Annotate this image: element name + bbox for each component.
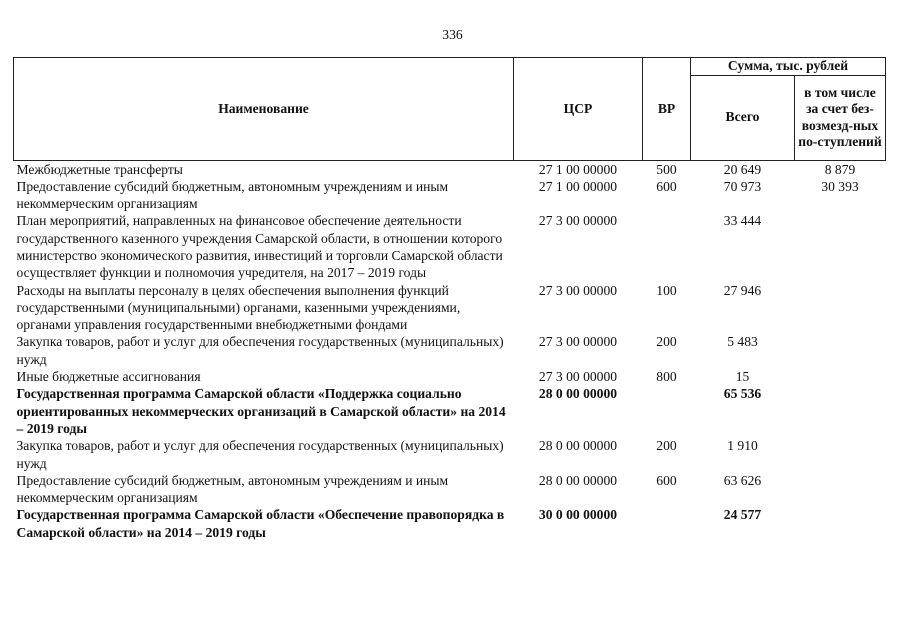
header-grants: в том числе за счет без-возмезд-ных по-ступлений [795,75,886,160]
budget-table [13,57,886,541]
table-row [14,385,886,437]
row-total: 63 626 [723,472,762,488]
row-name: Государственная программа Самарской области «Обеспечение правопорядка в Самарской области» на 2014 – 2019 годы [16,507,505,540]
row-grants [795,385,886,437]
page-number: 336 [442,27,463,42]
row-total: 27 946 [723,282,762,298]
row-vr: 200 [656,334,677,350]
row-csr: 27 1 00 00000 [538,178,618,194]
header-name: Наименование [14,58,514,161]
header-sum: Сумма, тыс. рублей [691,58,886,76]
row-total: 24 577 [723,507,762,523]
row-csr: 30 0 00 00000 [538,507,618,523]
table-body [14,160,886,541]
row-grants [795,212,886,281]
row-name: Межбюджетные трансферты [14,160,514,178]
row-grants [795,472,886,507]
table-row [14,437,886,472]
row-total: 15 [735,369,750,385]
row-csr: 27 3 00 00000 [538,282,618,298]
row-csr: 28 0 00 00000 [538,438,618,454]
header-vr: ВР [643,58,691,161]
row-csr: 27 3 00 00000 [538,213,618,229]
table-header [14,58,886,161]
row-name: Иные бюджетные ассигнования [16,369,201,385]
row-csr: 27 1 00 00000 [514,160,643,178]
row-name: Расходы на выплаты персоналу в целях обеспечения выполнения функций государственными (муниципальными) органами, казенными учреждениями, органами управления государственными внебюджетными фондами [16,282,461,333]
table-row [14,368,886,385]
row-grants: 8 879 [795,160,886,178]
table-row [14,212,886,281]
row-csr: 27 3 00 00000 [538,369,618,385]
row-total: 5 483 [727,334,758,350]
row-total: 20 649 [691,160,795,178]
row-name: Государственная программа Самарской области «Поддержка социально ориентированных некоммерческих организаций в Самарской области» на 2014 – 2019 годы [16,386,506,436]
row-csr: 28 0 00 00000 [538,472,618,488]
row-grants [795,333,886,368]
row-name: Предоставление субсидий бюджетным, автономным учреждениям и иным некоммерческим организациям [16,178,449,212]
row-name: Закупка товаров, работ и услуг для обеспечения государственных (муниципальных) нужд [16,334,504,367]
row-vr [643,385,691,437]
row-vr [643,212,691,281]
row-vr: 600 [656,472,677,488]
row-total: 65 536 [723,386,762,402]
row-grants [795,282,886,334]
table-row [14,506,886,541]
table-row [14,333,886,368]
row-grants [795,437,886,472]
row-name: Закупка товаров, работ и услуг для обеспечения государственных (муниципальных) нужд [16,438,504,471]
row-vr: 100 [656,282,677,298]
row-grants [795,368,886,385]
table-row [14,178,886,213]
row-vr: 800 [656,369,677,385]
row-vr: 500 [643,160,691,178]
row-vr [643,506,691,541]
row-name: Предоставление субсидий бюджетным, автономным учреждениям и иным некоммерческим организациям [16,472,449,506]
table-row [14,160,886,178]
header-total: Всего [691,75,795,160]
row-grants: 30 393 [821,178,859,194]
row-total: 1 910 [727,438,758,454]
row-vr: 200 [656,438,677,454]
row-csr: 28 0 00 00000 [538,386,618,402]
table-row [14,282,886,334]
row-csr: 27 3 00 00000 [538,334,618,350]
row-total: 33 444 [723,213,762,229]
header-csr: ЦСР [514,58,643,161]
row-total: 70 973 [723,178,762,194]
row-grants [795,506,886,541]
row-vr: 600 [656,178,677,194]
table-row [14,472,886,507]
row-name: План мероприятий, направленных на финансовое обеспечение деятельности государственного казенного учреждения Самарской области, в отношении которого министерство экономического развития, инвестиций и торговли Самарской области осуществляет функции и полномочия учредителя, на 2017 – 2019 годы [16,213,503,281]
